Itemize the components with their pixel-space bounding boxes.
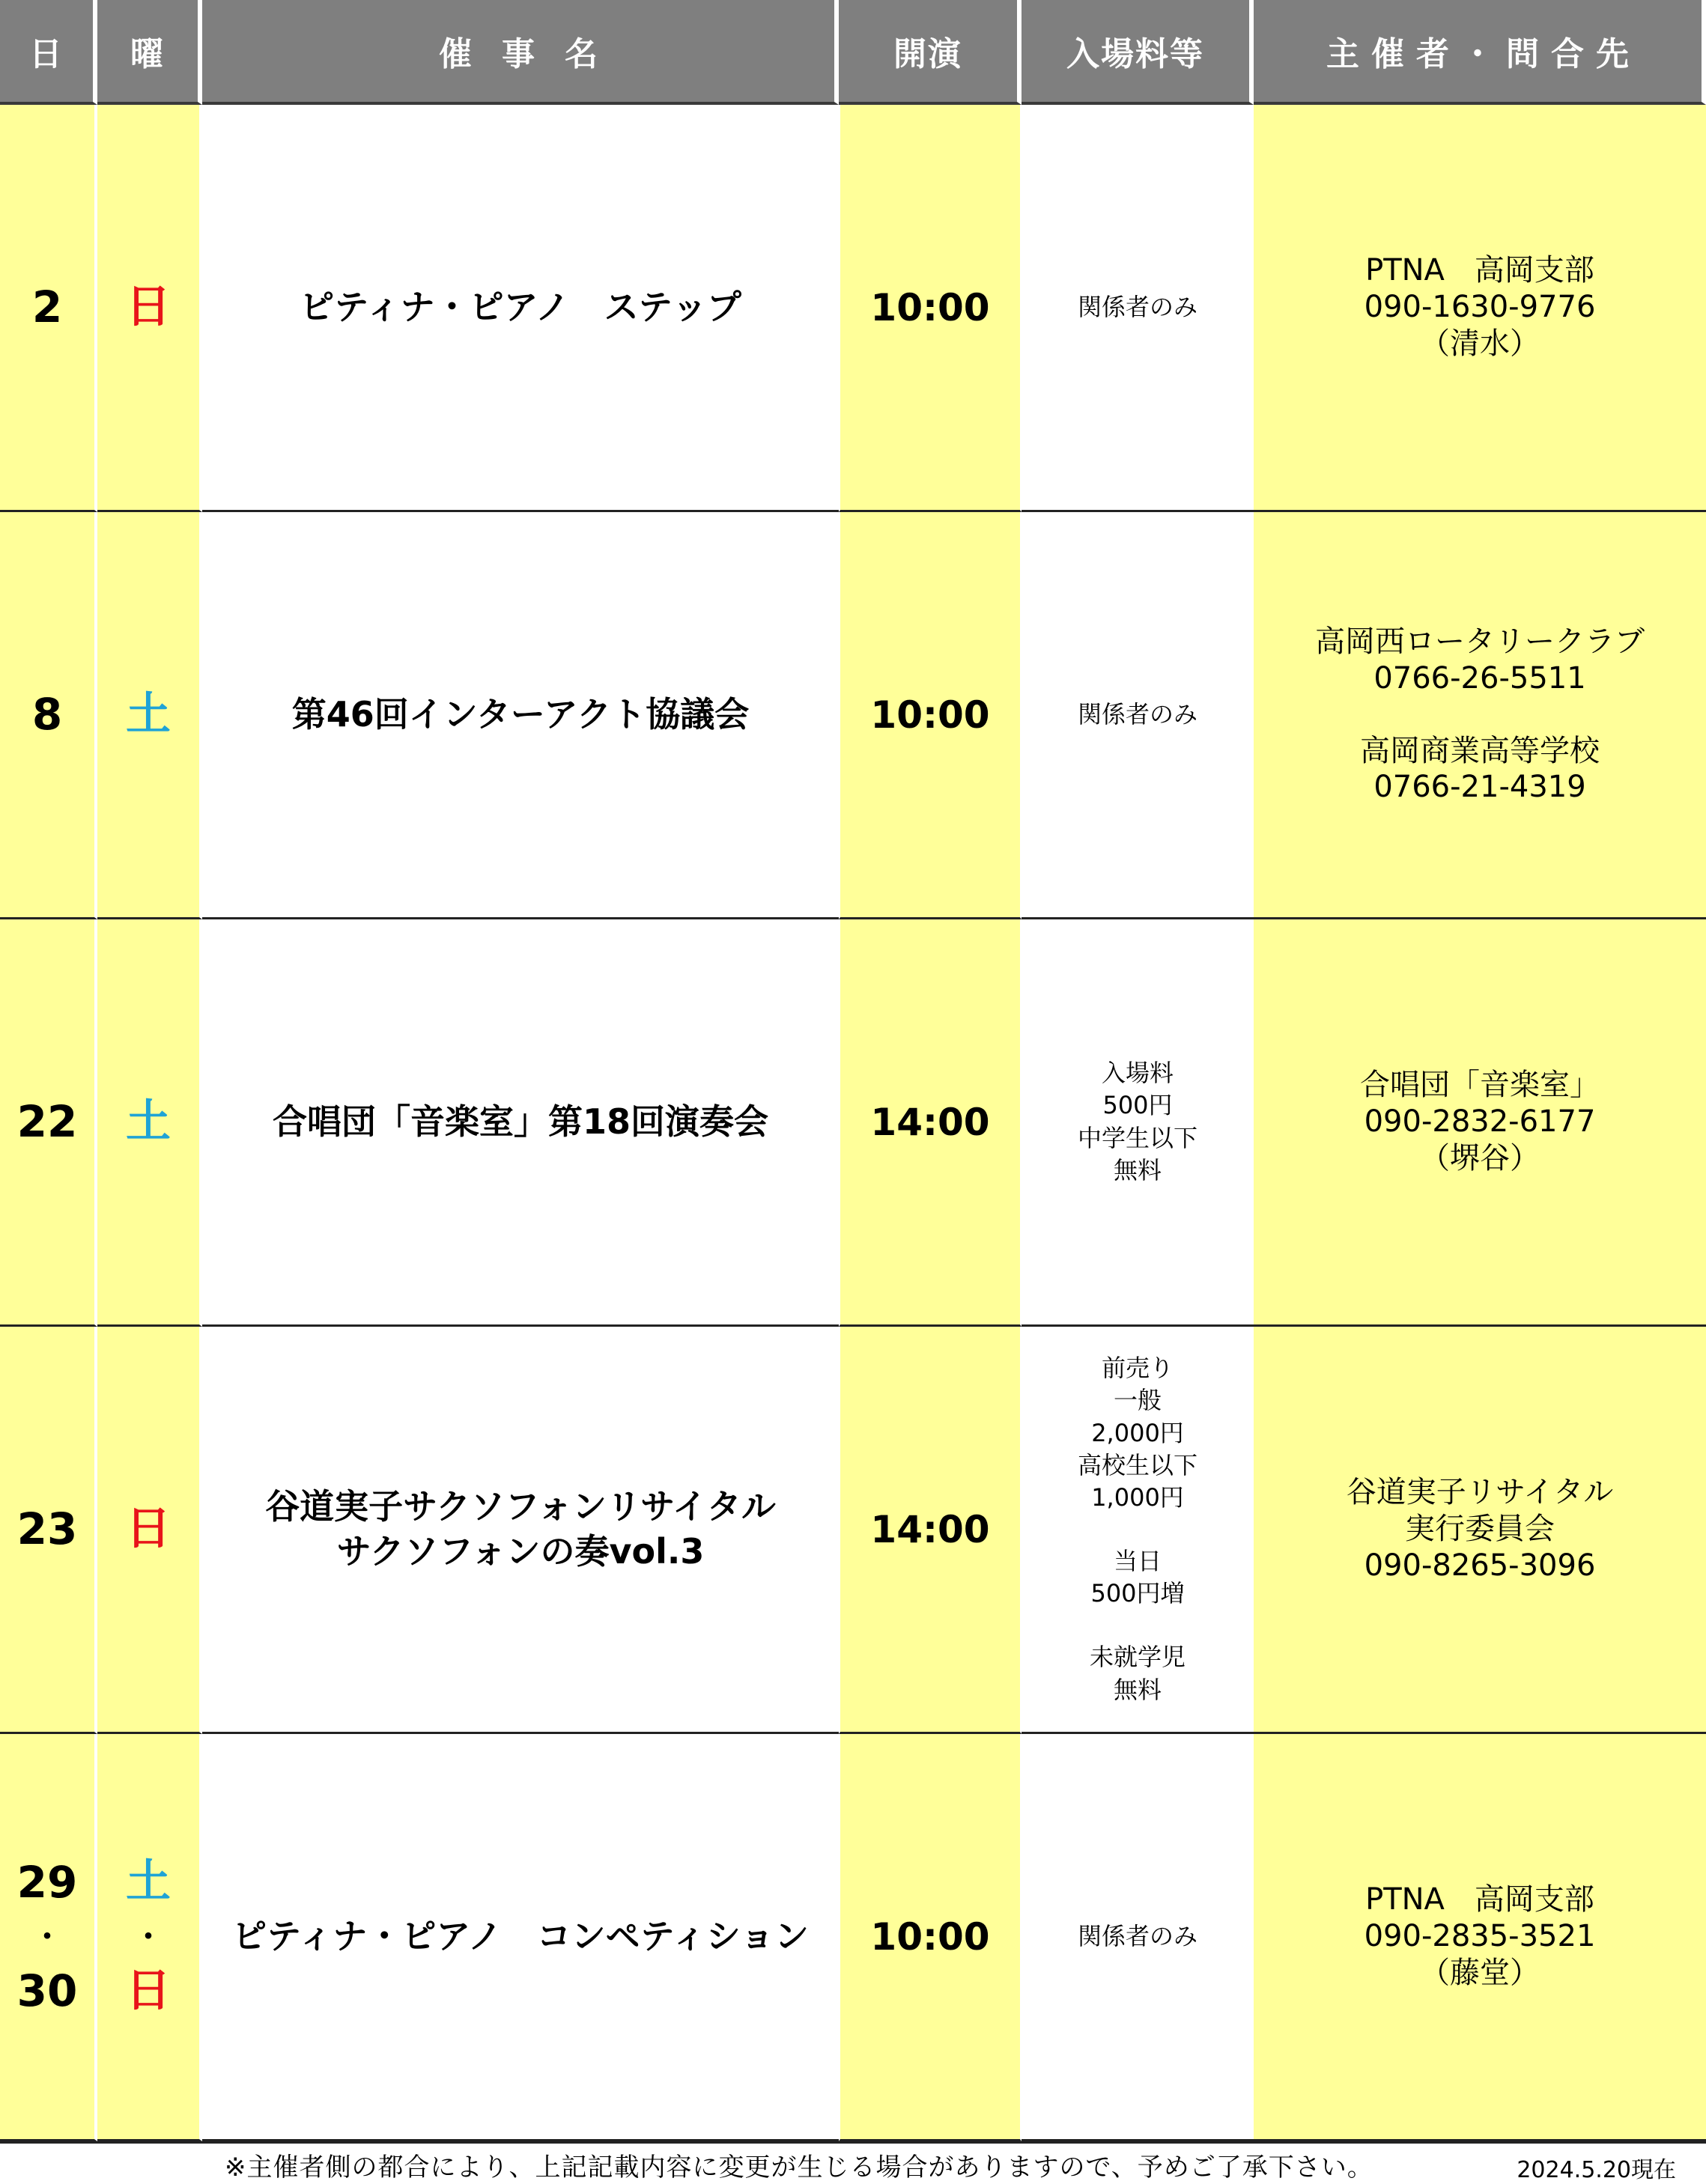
admission-fee-cell (1022, 1327, 1254, 1734)
weekday-cell (97, 105, 202, 512)
day-number: 22 (16, 1096, 78, 1148)
start-time: 10:00 (870, 1914, 990, 1959)
fee-line: 関係者のみ (1077, 699, 1197, 728)
header-event-name: 催事名 (202, 0, 839, 105)
organizer-line: 高岡西ロータリークラブ (1315, 624, 1645, 659)
weekday-cell (97, 1327, 202, 1734)
organizer-line: 090-1630-9776 (1364, 290, 1596, 325)
header-admission-fee: 入場料等 (1022, 0, 1254, 105)
start-time-cell (839, 1327, 1022, 1734)
header-weekday: 曜 (97, 0, 202, 105)
organizer-line: 高岡商業高等学校 (1360, 733, 1600, 768)
organizer-line: 合唱団「音楽室」 (1360, 1068, 1600, 1103)
header-start-time: 開演 (839, 0, 1022, 105)
organizer-line: 実行委員会 (1405, 1512, 1555, 1547)
day-number: 23 (16, 1503, 78, 1555)
day-cell (0, 919, 97, 1327)
organizer-cell (1254, 919, 1706, 1327)
weekday-label: 日 (126, 280, 171, 333)
fee-line: 500円 (1102, 1091, 1173, 1120)
organizer-line: PTNA 高岡支部 (1365, 253, 1594, 288)
event-name-cell (202, 105, 839, 512)
header-organizer-contact: 主催者・問合先 (1254, 0, 1706, 105)
fee-line: 関係者のみ (1077, 292, 1197, 321)
event-name-cell (202, 512, 839, 919)
day-number: 8 (31, 689, 63, 740)
organizer-cell (1254, 512, 1706, 919)
organizer-line: （清水） (1420, 326, 1540, 361)
start-time-cell (839, 1734, 1022, 2141)
fee-line: 当日 (1113, 1547, 1162, 1576)
organizer-line: 090-2835-3521 (1364, 1919, 1596, 1954)
event-name: ピティナ・ピアノ ステップ (300, 286, 741, 327)
day-number: 30 (16, 1965, 78, 2016)
day-cell (0, 1734, 97, 2141)
fee-line: 中学生以下 (1077, 1123, 1197, 1152)
organizer-cell (1254, 1734, 1706, 2141)
fee-line: 一般 (1113, 1386, 1162, 1415)
organizer-cell (1254, 105, 1706, 512)
fee-line: 500円増 (1090, 1579, 1185, 1608)
admission-fee-cell (1022, 919, 1254, 1327)
start-time: 10:00 (870, 693, 990, 737)
organizer-cell (1254, 1327, 1706, 1734)
day-cell (0, 105, 97, 512)
start-time-cell (839, 512, 1022, 919)
fee-line: 関係者のみ (1077, 1921, 1197, 1950)
start-time: 14:00 (870, 1507, 990, 1551)
weekday-label: 土 (126, 1855, 171, 1908)
event-name: ピティナ・ピアノ コンペティション (231, 1915, 810, 1956)
fee-line: 前売り (1101, 1354, 1174, 1383)
fee-line: 高校生以下 (1077, 1450, 1197, 1479)
weekday-cell (97, 512, 202, 919)
admission-fee-cell (1022, 1734, 1254, 2141)
organizer-line: 0766-26-5511 (1373, 660, 1586, 696)
event-name: サクソフォンの奏vol.3 (336, 1530, 705, 1572)
organizer-line: （藤堂） (1420, 1955, 1540, 1990)
header-day: 日 (0, 0, 97, 105)
weekday-cell (97, 919, 202, 1327)
as-of-date: 2024.5.20現在 (1517, 2157, 1676, 2183)
fee-line: 入場料 (1101, 1059, 1174, 1088)
fee-line: 無料 (1113, 1155, 1162, 1184)
fee-line: 無料 (1113, 1675, 1162, 1704)
day-cell (0, 1327, 97, 1734)
organizer-line: PTNA 高岡支部 (1365, 1882, 1594, 1917)
organizer-line: （堺谷） (1420, 1140, 1540, 1175)
event-name-cell (202, 1734, 839, 2141)
organizer-line: 090-2832-6177 (1364, 1104, 1596, 1140)
start-time: 14:00 (870, 1100, 990, 1144)
weekday-label: 日 (126, 1964, 171, 2017)
event-name: 合唱団「音楽室」第18回演奏会 (272, 1101, 768, 1142)
weekday-label: 日 (126, 1502, 171, 1555)
day-number: ・ (32, 1919, 62, 1954)
admission-fee-cell (1022, 512, 1254, 919)
day-number: 2 (31, 282, 63, 333)
fee-line: 2,000円 (1091, 1418, 1184, 1447)
start-time-cell (839, 919, 1022, 1327)
event-name: 谷道実子サクソフォンリサイタル (265, 1485, 776, 1527)
event-name: 第46回インターアクト協議会 (291, 693, 750, 734)
weekday-label: ・ (133, 1919, 163, 1954)
fee-line: 1,000円 (1091, 1482, 1184, 1512)
footer (0, 2141, 1706, 2183)
start-time-cell (839, 105, 1022, 512)
day-cell (0, 512, 97, 919)
day-number: 29 (16, 1857, 78, 1908)
event-name-cell (202, 1327, 839, 1734)
start-time: 10:00 (870, 285, 990, 329)
fee-line: 未就学児 (1089, 1643, 1186, 1672)
event-name-cell (202, 919, 839, 1327)
organizer-line: 090-8265-3096 (1364, 1548, 1596, 1583)
organizer-line: 0766-21-4319 (1373, 770, 1586, 805)
admission-fee-cell (1022, 105, 1254, 512)
weekday-label: 土 (126, 1095, 171, 1148)
weekday-cell (97, 1734, 202, 2141)
organizer-line: 谷道実子リサイタル (1346, 1475, 1614, 1510)
disclaimer-note: ※主催者側の都合により、上記記載内容に変更が生じる場合がありますので、予めご了承下さい。 (225, 2153, 1373, 2183)
weekday-label: 土 (126, 687, 171, 740)
